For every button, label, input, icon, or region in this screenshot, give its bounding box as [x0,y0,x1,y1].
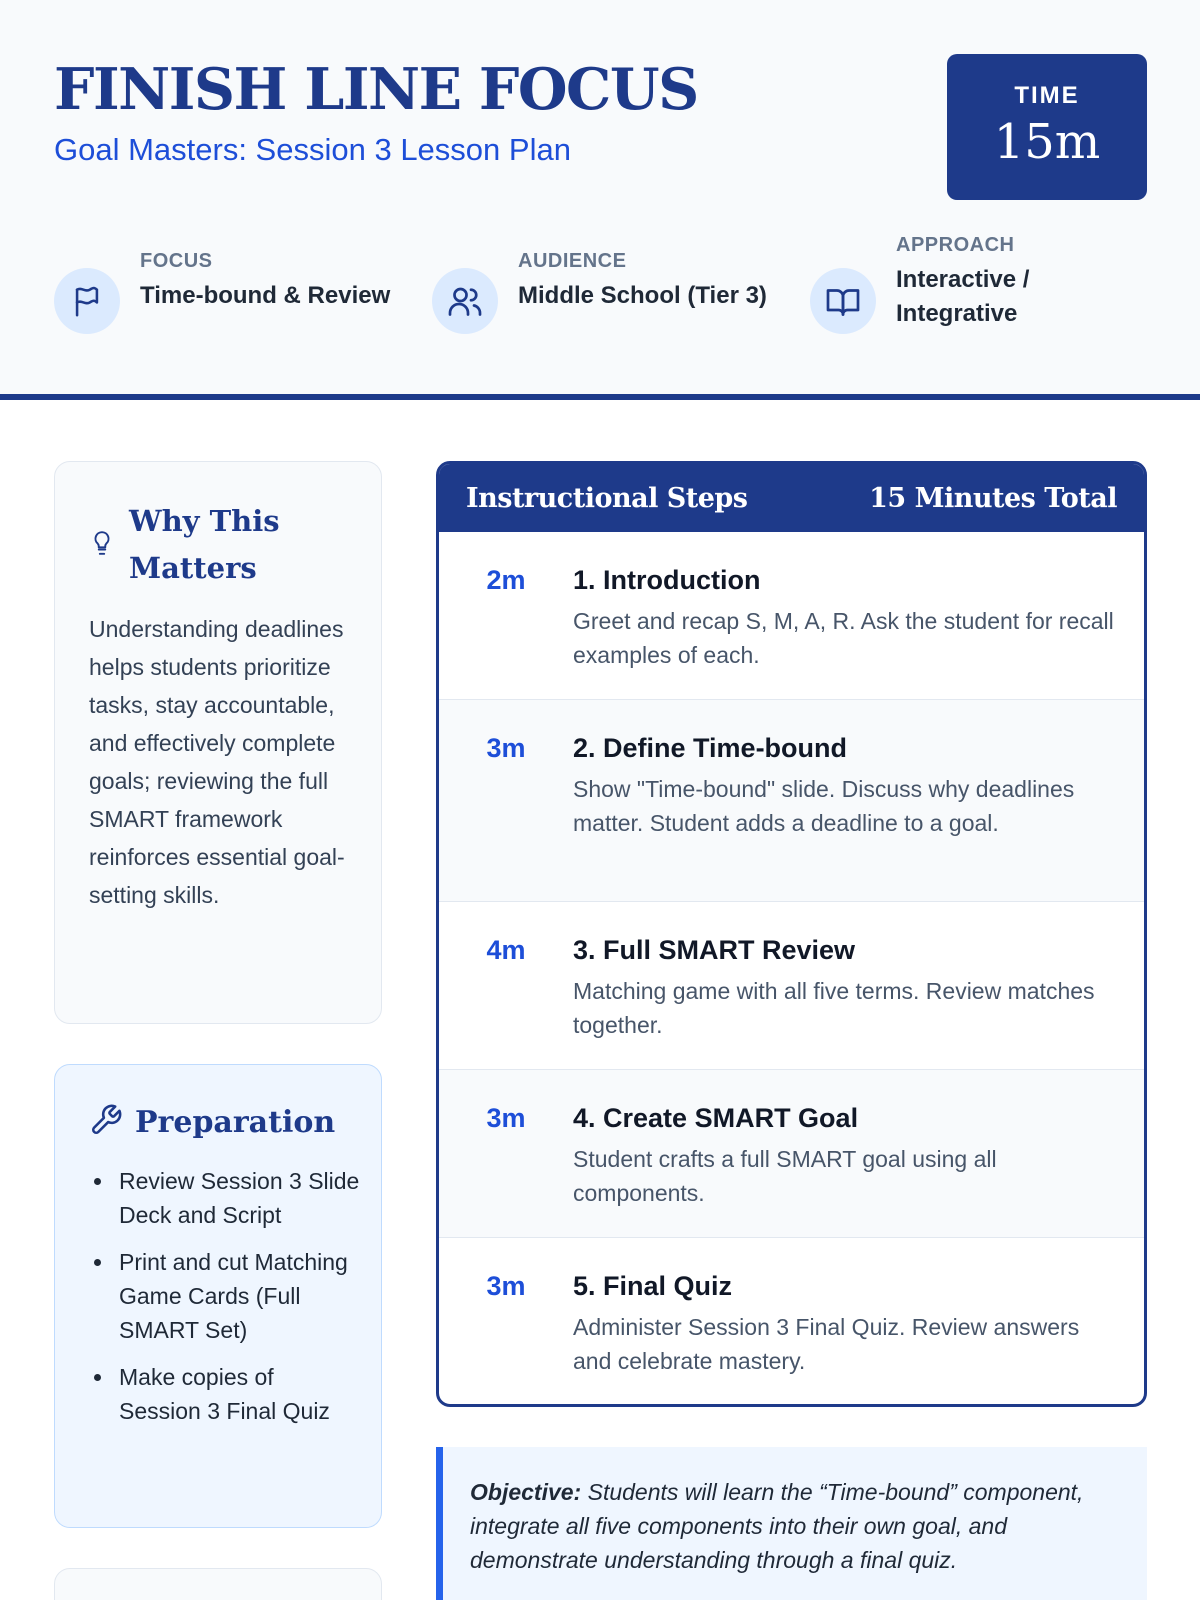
list-item: • Make copies of Session 3 Final Quiz [115,1360,361,1428]
why-this-matters-card [54,461,382,1024]
step-row [439,532,1144,700]
page-title: FINISH LINE FOCUS [54,56,698,123]
meta-value: Middle School (Tier 3) [518,282,767,309]
preparation-list [115,1164,361,1428]
flag-icon [54,268,120,334]
meta-value: Time-bound & Review [140,282,391,309]
step-desc: Student crafts a full SMART goal using all components. [573,1146,997,1206]
step-time: 4m [486,935,526,965]
step-title: 3. Full SMART Review [573,935,856,965]
steps-header [439,464,1144,532]
step-desc: Show "Time-bound" slide. Discuss why deadlines matter. Student adds a deadline to a goal. [573,776,1075,836]
time-value: 15m [993,114,1101,170]
step-row [439,1070,1144,1238]
time-badge [947,54,1147,200]
step-desc: Administer Session 3 Final Quiz. Review answers and celebrate mastery. [573,1314,1080,1374]
meta-approach [810,234,1056,334]
preparation-card [54,1064,382,1528]
step-time: 3m [486,733,526,763]
preparation-title: Preparation [135,1105,336,1140]
users-icon [432,268,498,334]
meta-label: AUDIENCE [518,250,627,272]
time-label: TIME [1014,82,1080,109]
meta-label: FOCUS [140,250,213,272]
objective-text: Students will learn the “Time-bound” component, integrate all five components into their own goal, and demonstrate understanding through a final quiz. [470,1479,1084,1573]
step-row [439,1238,1144,1407]
step-title: 1. Introduction [573,565,761,595]
step-title: 2. Define Time-bound [573,733,848,763]
wrench-icon [89,1103,123,1142]
step-desc: Greet and recap S, M, A, R. Ask the student for recall examples of each. [573,608,1114,668]
objective-label: Objective: [470,1479,582,1505]
objective-callout [436,1447,1147,1600]
page-subtitle: Goal Masters: Session 3 Lesson Plan [54,132,571,167]
step-title: 5. Final Quiz [573,1271,733,1301]
list-item: • Review Session 3 Slide Deck and Script [115,1164,361,1232]
steps-title: Instructional Steps [466,482,748,514]
meta-audience [432,250,767,334]
step-title: 4. Create SMART Goal [573,1103,859,1133]
page-header [0,0,1200,400]
steps-total: 15 Minutes Total [869,482,1117,514]
step-row [439,902,1144,1070]
lightbulb-icon [89,528,115,563]
step-row [439,700,1144,902]
why-title: Why This Matters [129,504,280,585]
step-desc: Matching game with all five terms. Review matches together. [573,978,1095,1038]
meta-label: APPROACH [896,234,1015,256]
meta-focus [54,250,390,334]
step-time: 2m [486,565,526,595]
instructional-steps-panel [436,461,1147,1407]
list-item: • Print and cut Matching Game Cards (Full SMART Set) [115,1245,361,1347]
step-time: 3m [486,1103,526,1133]
additional-card [54,1568,382,1600]
step-time: 3m [486,1271,526,1301]
why-body: Understanding deadlines helps students prioritize tasks, stay accountable, and effectively complete goals; reviewing the full SMART framework reinforces essential goal-setting skills. [89,616,345,908]
meta-value: Interactive / Integrative [896,266,1030,327]
book-icon [810,268,876,334]
